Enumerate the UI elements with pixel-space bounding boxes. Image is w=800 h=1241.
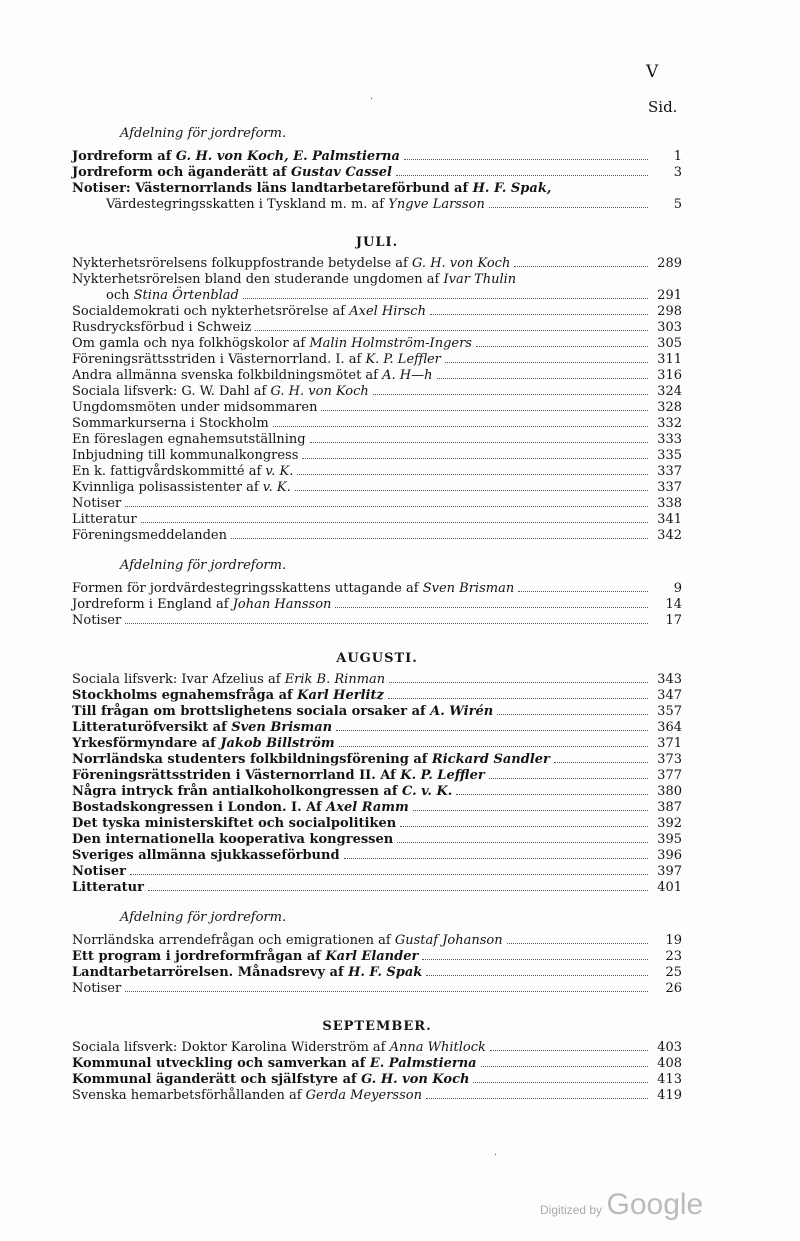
toc-entry	[72, 384, 682, 400]
dot-leader	[373, 394, 648, 395]
entry-page: 17	[665, 613, 682, 628]
entry-title-text: En k. fattigvårdskommitté af	[72, 464, 262, 479]
dot-leader	[422, 959, 648, 960]
toc-entry	[72, 597, 682, 613]
entry-page: 337	[657, 464, 682, 479]
entry-title	[72, 272, 516, 288]
entry-title-text: Notiser	[72, 613, 122, 628]
toc-entry	[72, 480, 682, 496]
entry-page: 305	[657, 336, 682, 351]
dot-leader	[430, 314, 648, 315]
entry-title-text: Andra allmänna svenska folkbildningsmötet af	[72, 368, 378, 383]
entry-page: 1	[673, 149, 682, 164]
entry-title	[72, 320, 251, 336]
entry-title	[72, 1040, 486, 1056]
entry-page: 341	[657, 512, 682, 527]
toc-entry	[72, 784, 682, 800]
entry-title-text: Det tyska ministerskiftet och socialpolitiken	[72, 816, 397, 831]
entry-title-text: Nykterhetsrörelsens folkuppfostrande betydelse af	[72, 256, 408, 271]
entry-page: 25	[665, 965, 682, 980]
toc-entry	[72, 352, 682, 368]
entry-title	[106, 288, 239, 304]
entry-author: Johan Hansson	[232, 597, 332, 612]
entry-title	[72, 736, 335, 752]
section-gap	[72, 896, 682, 904]
entry-title-text: Norrländska studenters folkbildningsförening af	[72, 752, 428, 767]
dot-leader	[335, 607, 648, 608]
toc-entry	[72, 512, 682, 528]
toc-entry	[72, 1056, 682, 1072]
entry-title-text: Sommarkurserna i Stockholm	[72, 416, 269, 431]
entry-title	[106, 197, 485, 213]
toc-section	[72, 910, 682, 1005]
entry-title-text: Om gamla och nya folkhögskolor af	[72, 336, 306, 351]
toc-entry	[72, 752, 682, 768]
toc-entry	[72, 613, 682, 629]
toc-section	[72, 235, 682, 552]
toc-entry	[72, 336, 682, 352]
entry-author: Rickard Sandler	[431, 752, 550, 767]
entry-title	[72, 768, 485, 784]
dot-leader	[514, 266, 648, 267]
dot-leader	[473, 1082, 648, 1083]
entry-page: 333	[657, 432, 682, 447]
toc-entry	[72, 965, 682, 981]
entry-page: 335	[657, 448, 682, 463]
entry-author: A. H—h	[382, 368, 433, 383]
entry-title-text: Föreningsrättsstriden i Västernorrland II. Af	[72, 768, 396, 783]
entry-page: 328	[657, 400, 682, 415]
toc-entry	[72, 256, 682, 272]
entry-title-text: Norrländska arrendefrågan och emigrationen af	[72, 933, 391, 948]
entry-author: Karl Herlitz	[297, 688, 384, 703]
entry-page: 5	[673, 197, 682, 212]
dot-leader	[344, 858, 648, 859]
toc-entry	[72, 800, 682, 816]
entry-title-text: Föreningsrättsstriden i Västernorrland. I. af	[72, 352, 362, 367]
entry-author: Axel Ramm	[326, 800, 409, 815]
sub-heading: Afdelning för jordreform.	[120, 558, 287, 573]
dot-leader	[321, 410, 648, 411]
entry-title	[72, 704, 493, 720]
dot-leader	[397, 842, 648, 843]
entry-title-text: Notiser	[72, 496, 122, 511]
entry-page: 342	[657, 528, 682, 543]
dot-leader	[445, 362, 648, 363]
entry-page: 26	[665, 981, 682, 996]
digitized-by-text: Digitized by	[540, 1203, 603, 1217]
toc-entry	[72, 933, 682, 949]
entry-title-text: Rusdrycksförbud i Schweiz	[72, 320, 252, 335]
entry-title-text: Kommunal utveckling och samverkan af	[72, 1056, 366, 1071]
entry-author: C. v. K.	[401, 784, 453, 799]
dot-leader	[396, 175, 648, 176]
dot-leader	[231, 538, 648, 539]
dot-leader	[490, 1050, 648, 1051]
dot-leader	[476, 346, 648, 347]
entry-author: Gustaf Johanson	[394, 933, 503, 948]
toc-entry	[72, 181, 682, 197]
toc-entry	[72, 816, 682, 832]
entry-title-text: Kommunal äganderätt och själfstyre af	[72, 1072, 357, 1087]
dot-leader	[413, 810, 648, 811]
entry-title	[72, 368, 433, 384]
entry-title-text: Sociala lifsverk: Ivar Afzelius af	[72, 672, 281, 687]
entry-page: 311	[657, 352, 682, 367]
dot-leader	[481, 1066, 648, 1067]
section-gap	[72, 544, 682, 552]
dot-leader	[400, 826, 648, 827]
entry-title	[72, 832, 393, 848]
month-heading: SEPTEMBER.	[322, 1019, 432, 1034]
entry-title	[72, 448, 298, 464]
dot-leader	[507, 943, 648, 944]
entry-title	[72, 597, 331, 613]
toc-entry	[72, 736, 682, 752]
toc-entry	[72, 1072, 682, 1088]
entry-page: 392	[657, 816, 682, 831]
dot-leader	[554, 762, 648, 763]
entry-page: 316	[657, 368, 682, 383]
entry-title-text: Notiser: Västernorrlands läns landtarbetareförbund af	[72, 181, 469, 196]
entry-author: Anna Whitlock	[389, 1040, 486, 1055]
entry-title-text: Litteratur	[72, 880, 144, 895]
entry-title	[72, 1088, 422, 1104]
entry-page: 387	[657, 800, 682, 815]
entry-title	[72, 949, 418, 965]
entry-title-text: Sveriges allmänna sjukkasseförbund	[72, 848, 340, 863]
entry-author: G. H. von Koch, E. Palmstierna	[175, 149, 400, 164]
toc-section	[72, 558, 682, 637]
toc-entry	[72, 432, 682, 448]
entry-title-text: Sociala lifsverk: Doktor Karolina Widerström af	[72, 1040, 386, 1055]
entry-title-text: Svenska hemarbetsförhållanden af	[72, 1088, 302, 1103]
entry-author: Sven Brisman	[231, 720, 333, 735]
entry-title	[72, 496, 121, 512]
toc-entry	[72, 288, 682, 304]
toc-entry	[72, 448, 682, 464]
toc-entry	[72, 528, 682, 544]
entry-title-text: Jordreform af	[72, 149, 172, 164]
entry-author: Jakob Billström	[220, 736, 335, 751]
entry-title	[72, 528, 227, 544]
sub-heading: Afdelning för jordreform.	[120, 126, 287, 141]
dot-leader	[297, 474, 648, 475]
entry-author: Axel Hirsch	[349, 304, 426, 319]
entry-page: 338	[657, 496, 682, 511]
dot-leader	[388, 698, 648, 699]
dot-leader	[130, 874, 648, 875]
entry-page: 324	[657, 384, 682, 399]
entry-title	[72, 400, 317, 416]
dot-leader	[148, 890, 648, 891]
entry-author: G. H. von Koch	[270, 384, 369, 399]
toc-entry	[72, 416, 682, 432]
entry-page: 347	[657, 688, 682, 703]
entry-page: 364	[657, 720, 682, 735]
entry-title-text: Bostadskongressen i London. I. Af	[72, 800, 322, 815]
toc-entry	[72, 496, 682, 512]
dot-leader	[489, 207, 648, 208]
entry-title-text: Några intryck från antialkoholkongressen af	[72, 784, 398, 799]
toc-entry	[72, 197, 682, 213]
entry-title-text: Stockholms egnahemsfråga af	[72, 688, 293, 703]
entry-title-text: En föreslagen egnahemsutställning	[72, 432, 306, 447]
entry-page: 380	[657, 784, 682, 799]
entry-title	[72, 1072, 469, 1088]
toc-entry	[72, 768, 682, 784]
entry-title-text: Den internationella kooperativa kongressen	[72, 832, 394, 847]
dot-leader	[125, 623, 648, 624]
entry-title-text: Ungdomsmöten under midsommaren	[72, 400, 318, 415]
entry-page: 23	[665, 949, 682, 964]
section-gap	[72, 629, 682, 637]
toc-entry	[72, 688, 682, 704]
toc-section	[72, 651, 682, 904]
section-gap	[72, 1104, 682, 1112]
dot-leader	[497, 714, 648, 715]
entry-title-text: Landtarbetarrörelsen. Månadsrevy af	[72, 965, 344, 980]
dot-leader	[243, 298, 648, 299]
entry-author: A. Wirén	[430, 704, 494, 719]
toc-entry	[72, 1040, 682, 1056]
speck-mark: ·	[370, 94, 374, 105]
toc-entry	[72, 272, 682, 288]
entry-title	[72, 464, 293, 480]
toc-entry	[72, 848, 682, 864]
toc-entry	[72, 1088, 682, 1104]
entry-author: E. Palmstierna	[369, 1056, 477, 1071]
dot-leader	[389, 682, 648, 683]
entry-title-text: Socialdemokrati och nykterhetsrörelse af	[72, 304, 346, 319]
entry-title	[72, 1056, 477, 1072]
entry-page: 3	[673, 165, 682, 180]
entry-title	[72, 181, 551, 197]
toc-entry	[72, 165, 682, 181]
sid-label: Sid.	[648, 98, 678, 116]
entry-title	[72, 800, 409, 816]
entry-title	[72, 688, 384, 704]
table-of-contents	[72, 120, 682, 1112]
dot-leader	[489, 778, 648, 779]
toc-entry	[72, 864, 682, 880]
toc-entry	[72, 720, 682, 736]
entry-title	[72, 880, 144, 896]
entry-page: 371	[657, 736, 682, 751]
entry-title	[72, 480, 291, 496]
entry-page: 357	[657, 704, 682, 719]
section-gap	[72, 213, 682, 221]
dot-leader	[310, 442, 648, 443]
dot-leader	[273, 426, 648, 427]
entry-page: 408	[657, 1056, 682, 1071]
entry-page: 343	[657, 672, 682, 687]
google-watermark	[540, 1188, 703, 1222]
entry-title-text: Litteratur	[72, 512, 137, 527]
entry-page: 373	[657, 752, 682, 767]
entry-author: v. K.	[265, 464, 294, 479]
entry-title	[72, 784, 452, 800]
entry-title	[72, 864, 126, 880]
toc-entry	[72, 400, 682, 416]
toc-section	[72, 126, 682, 221]
dot-leader	[437, 378, 649, 379]
toc-entry	[72, 832, 682, 848]
entry-title	[72, 752, 550, 768]
entry-title	[72, 613, 121, 629]
entry-author: Karl Elander	[325, 949, 419, 964]
entry-title-text: Yrkesförmyndare af	[72, 736, 216, 751]
toc-entry	[72, 880, 682, 896]
entry-title	[72, 432, 306, 448]
entry-title-text: Jordreform och äganderätt af	[72, 165, 287, 180]
entry-page: 396	[657, 848, 682, 863]
entry-title-text: Till frågan om brottslighetens sociala orsaker af	[72, 704, 426, 719]
entry-page: 332	[657, 416, 682, 431]
speck-mark: ·	[494, 1150, 498, 1161]
entry-title	[72, 256, 510, 272]
entry-title-text: Värdestegringsskatten i Tyskland m. m. af	[106, 197, 385, 212]
entry-title	[72, 848, 340, 864]
entry-author: H. F. Spak,	[472, 181, 552, 196]
entry-page: 19	[665, 933, 682, 948]
sub-heading: Afdelning för jordreform.	[120, 910, 287, 925]
entry-title	[72, 581, 514, 597]
entry-author: G. H. von Koch	[412, 256, 511, 271]
entry-title	[72, 512, 137, 528]
entry-author: Ivar Thulin	[443, 272, 517, 287]
toc-entry	[72, 704, 682, 720]
dot-leader	[336, 730, 648, 731]
toc-entry	[72, 581, 682, 597]
entry-author: Gerda Meyersson	[305, 1088, 422, 1103]
page-number: V	[646, 62, 659, 82]
entry-author: G. H. von Koch	[361, 1072, 470, 1087]
toc-entry	[72, 149, 682, 165]
entry-title-text: Jordreform i England af	[72, 597, 229, 612]
entry-title	[72, 933, 503, 949]
entry-title-text: Inbjudning till kommunalkongress	[72, 448, 299, 463]
entry-author: Malin Holmström-Ingers	[309, 336, 472, 351]
toc-entry	[72, 304, 682, 320]
entry-page: 419	[657, 1088, 682, 1103]
entry-title	[72, 816, 396, 832]
dot-leader	[125, 506, 648, 507]
entry-title	[72, 149, 400, 165]
entry-author: K. P. Leffler	[400, 768, 485, 783]
entry-page: 397	[657, 864, 682, 879]
dot-leader	[295, 490, 648, 491]
dot-leader	[456, 794, 648, 795]
toc-entry	[72, 464, 682, 480]
section-gap	[72, 997, 682, 1005]
toc-entry	[72, 981, 682, 997]
toc-entry	[72, 672, 682, 688]
dot-leader	[141, 522, 648, 523]
entry-title-text: Sociala lifsverk: G. W. Dahl af	[72, 384, 267, 399]
toc-section	[72, 1019, 682, 1112]
entry-title-text: Notiser	[72, 981, 122, 996]
entry-page: 291	[657, 288, 682, 303]
entry-page: 401	[657, 880, 682, 895]
entry-author: Erik B. Rinman	[284, 672, 386, 687]
entry-title	[72, 165, 392, 181]
entry-page: 395	[657, 832, 682, 847]
entry-title	[72, 672, 385, 688]
entry-page: 413	[657, 1072, 682, 1087]
entry-title	[72, 336, 472, 352]
entry-title	[72, 352, 441, 368]
entry-title	[72, 981, 121, 997]
entry-title	[72, 720, 332, 736]
toc-entry	[72, 368, 682, 384]
entry-title-text: Kvinnliga polisassistenter af	[72, 480, 259, 495]
entry-page: 298	[657, 304, 682, 319]
toc-entry	[72, 320, 682, 336]
dot-leader	[426, 1098, 648, 1099]
entry-title-text: Litteraturöfversikt af	[72, 720, 227, 735]
entry-title-text: och	[106, 288, 130, 303]
toc-entry	[72, 949, 682, 965]
entry-author: Sven Brisman	[422, 581, 515, 596]
dot-leader	[518, 591, 648, 592]
entry-title-text: Ett program i jordreformfrågan af	[72, 949, 321, 964]
month-heading: AUGUSTI.	[336, 651, 418, 666]
entry-title-text: Nykterhetsrörelsen bland den studerande ungdomen af	[72, 272, 440, 287]
dot-leader	[404, 159, 648, 160]
entry-author: v. K.	[262, 480, 291, 495]
dot-leader	[302, 458, 648, 459]
month-heading: JULI.	[355, 235, 399, 250]
entry-author: Gustav Cassel	[290, 165, 392, 180]
entry-title	[72, 416, 269, 432]
entry-title	[72, 384, 369, 400]
entry-title-text: Föreningsmeddelanden	[72, 528, 227, 543]
entry-page: 9	[673, 581, 682, 596]
dot-leader	[125, 991, 648, 992]
entry-page: 303	[657, 320, 682, 335]
entry-page: 14	[665, 597, 682, 612]
entry-author: Yngve Larsson	[388, 197, 485, 212]
entry-title	[72, 304, 426, 320]
entry-page: 289	[657, 256, 682, 271]
entry-page: 377	[657, 768, 682, 783]
dot-leader	[339, 746, 648, 747]
entry-author: H. F. Spak	[348, 965, 423, 980]
entry-author: Stina Örtenblad	[133, 288, 239, 303]
entry-title	[72, 965, 422, 981]
entry-page: 403	[657, 1040, 682, 1055]
entry-page: 337	[657, 480, 682, 495]
google-logo: Google	[606, 1188, 704, 1221]
dot-leader	[426, 975, 648, 976]
entry-title-text: Notiser	[72, 864, 126, 879]
entry-author: K. P. Leffler	[365, 352, 441, 367]
entry-title-text: Formen för jordvärdestegringsskattens uttagande af	[72, 581, 419, 596]
dot-leader	[255, 330, 648, 331]
